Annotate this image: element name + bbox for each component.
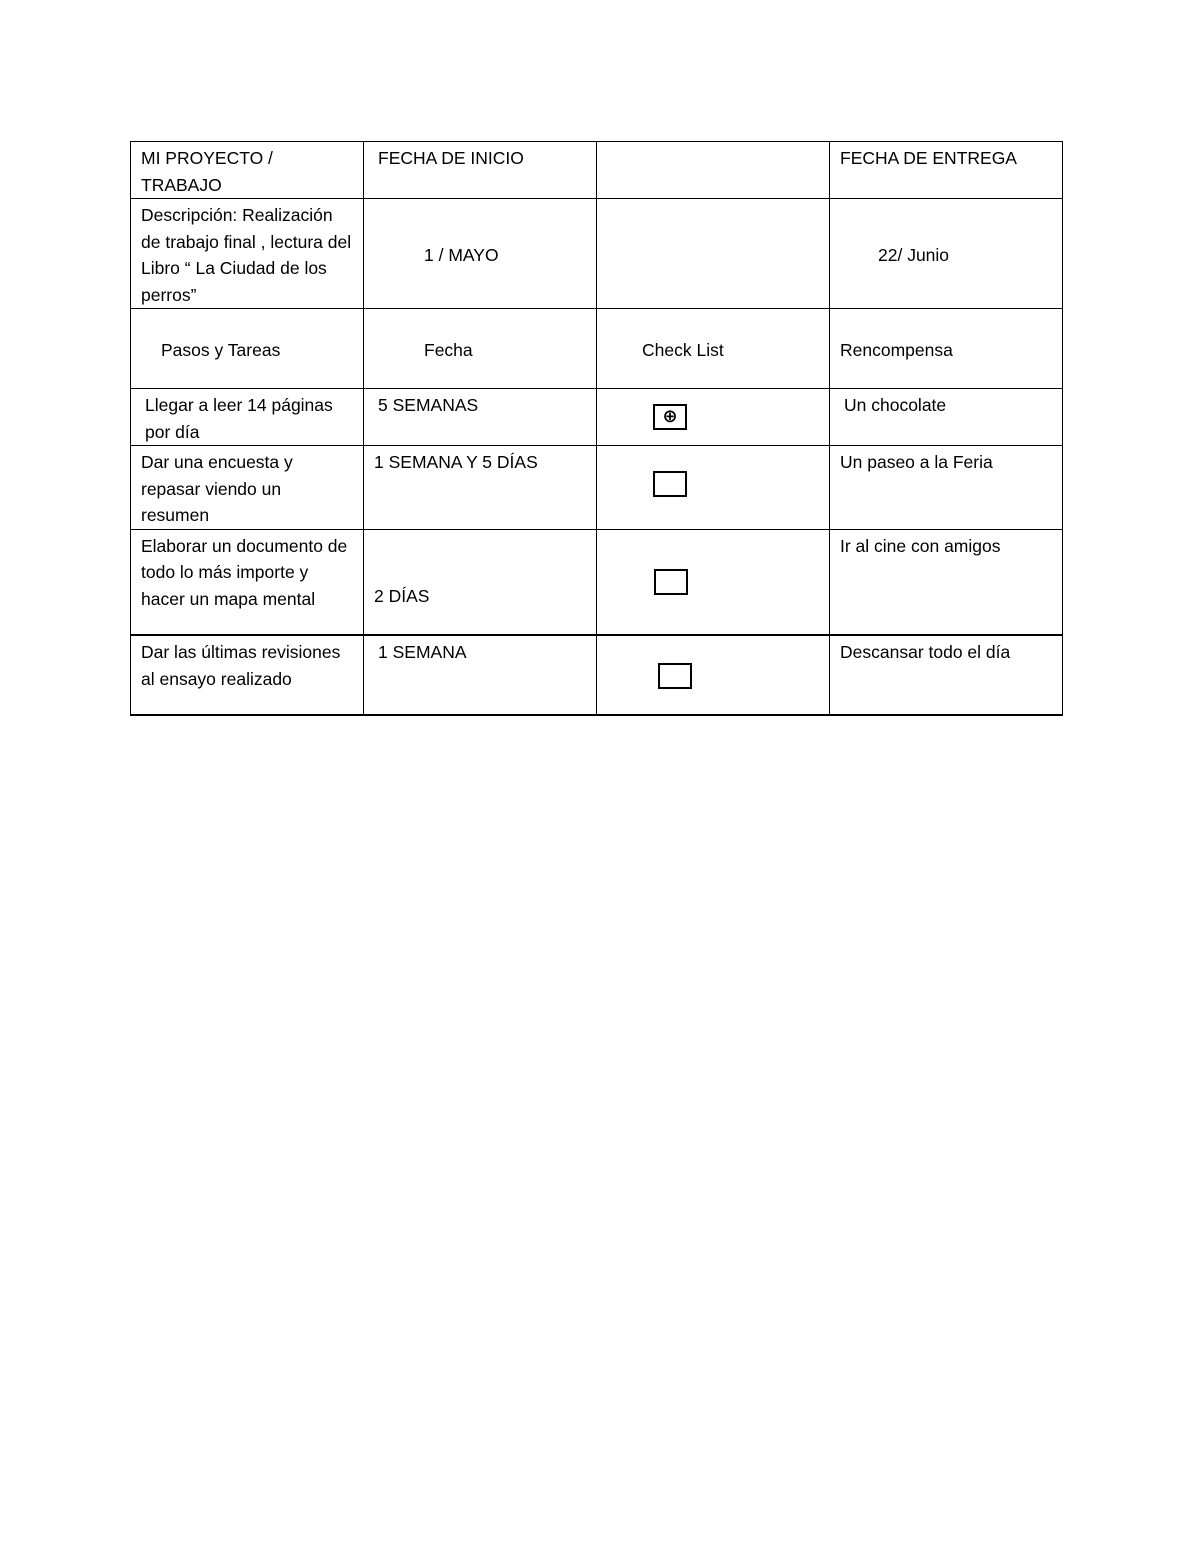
task-checkbox[interactable] <box>654 569 688 595</box>
delivery-label-cell: FECHA DE ENTREGA <box>830 142 1063 199</box>
task-row <box>131 529 1063 635</box>
task-checkbox[interactable] <box>653 404 687 430</box>
task-checkbox[interactable] <box>653 471 687 497</box>
delivery-date-cell: 22/ Junio <box>830 199 1063 309</box>
header-row <box>131 142 1063 199</box>
task-row <box>131 635 1063 715</box>
task-reward-cell: Ir al cine con amigos <box>830 529 1063 635</box>
task-date-cell: 1 SEMANA <box>364 635 597 715</box>
steps-header-cell: Pasos y Tareas <box>131 309 364 389</box>
task-check-cell <box>597 446 830 530</box>
task-reward-cell: Descansar todo el día <box>830 635 1063 715</box>
task-step-cell: Dar una encuesta y repasar viendo un resumen <box>131 446 364 530</box>
empty-header-cell <box>597 142 830 199</box>
task-checkbox[interactable] <box>658 663 692 689</box>
task-step-cell: Elaborar un documento de todo lo más importe y hacer un mapa mental <box>131 529 364 635</box>
task-reward-cell: Un paseo a la Feria <box>830 446 1063 530</box>
reward-header-cell: Rencompensa <box>830 309 1063 389</box>
task-date-cell: 5 SEMANAS <box>364 389 597 446</box>
date-header-cell: Fecha <box>364 309 597 389</box>
column-header-row <box>131 309 1063 389</box>
task-date-cell: 2 DÍAS <box>364 529 597 635</box>
start-date-cell: 1 / MAYO <box>364 199 597 309</box>
project-label-cell: MI PROYECTO / TRABAJO <box>131 142 364 199</box>
checked-circle-plus-icon: ⊕ <box>662 406 678 427</box>
task-row <box>131 389 1063 446</box>
task-check-cell <box>597 529 830 635</box>
description-cell: Descripción: Realización de trabajo final , lectura del Libro “ La Ciudad de los perros” <box>131 199 364 309</box>
task-step-cell: Llegar a leer 14 páginas por día <box>131 389 364 446</box>
checklist-header-cell: Check List <box>597 309 830 389</box>
task-check-cell <box>597 389 830 446</box>
task-step-cell: Dar las últimas revisiones al ensayo realizado <box>131 635 364 715</box>
project-plan-table <box>130 141 1063 716</box>
start-label-cell: FECHA DE INICIO <box>364 142 597 199</box>
task-date-cell: 1 SEMANA Y 5 DÍAS <box>364 446 597 530</box>
empty-description-cell <box>597 199 830 309</box>
description-row <box>131 199 1063 309</box>
task-row <box>131 446 1063 530</box>
task-check-cell <box>597 635 830 715</box>
task-reward-cell: Un chocolate <box>830 389 1063 446</box>
